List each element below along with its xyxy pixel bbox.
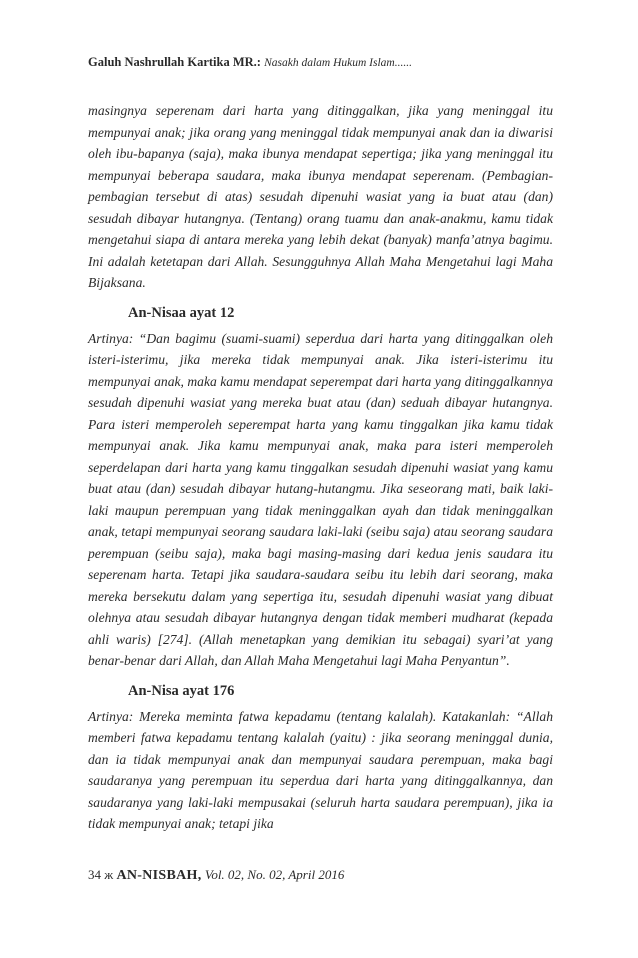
page-body [88,100,553,835]
journal-name: AN-NISBAH, [116,868,202,883]
header-author: Galuh Nashrullah Kartika MR.: [88,55,261,69]
section-paragraph-an-nisaa-12: Artinya: “Dan bagimu (suami-suami) seperdua dari harta yang ditinggalkan oleh isteri-isterimu, jika mereka tidak mempunyai anak. Jika isteri-isterimu itu mempunyai anak, maka kamu mendapat seperempat dari harta yang ditinggalkannya sesudah dipenuhi wasiat yang mereka buat atau (dan) seduah dibayar hutangnya. Para isteri memperoleh seperempat harta yang kamu tinggalkan jika kamu tidak mempunyai anak. Jika kamu mempunyai anak, maka para isteri memperoleh seperdelapan dari harta yang kamu tinggalkan sesudah dipenuhi wasiat yang kamu buat atau (dan) sesudah dibayar hutang-hutangmu. Jika seseorang mati, baik laki-laki maupun perempuan yang tidak meninggalkan ayah dan tidak meninggalkan anak, tetapi mempunyai seorang saudara laki-laki (seibu saja) atau seorang saudara perempuan (seibu saja), maka bagi masing-masing dari kedua jenis saudara itu seperenam harta. Tetapi jika saudara-saudara seibu itu lebih dari seorang, maka mereka bersekutu dalam yang sepertiga itu, sesudah dipenuhi wasiat yang dibuat olehnya atau sesudah dibayar hutangnya dengan tidak memberi mudharat (kepada ahli waris) [274]. (Allah menetapkan yang demikian itu sebagai) syari’at yang benar-benar dari Allah, dan Allah Maha Mengetahui lagi Maha Penyantun”. [88,330,553,668]
running-footer [88,867,568,884]
running-header [88,55,568,70]
section-heading-an-nisa-176: An-Nisa ayat 176 [128,682,235,699]
journal-volume: Vol. 02, No. 02, April 2016 [204,867,345,882]
section-paragraph-an-nisa-176: Artinya: Mereka meminta fatwa kepadamu (tentang kalalah). Katakanlah: “Allah memberi fatwa kepadamu tentang kalalah (yaitu) : jika seorang meninggal dunia, dan ia tidak mempunyai anak dan mempunyai saudara perempuan, maka bagi saudaranya yang perempuan itu seperdua dari harta yang ditinggalkannya, dan saudaranya yang laki-laki mempusakai (seluruh harta saudara perempuan), jika ia tidak mempunyai anak; tetapi jika [88,708,553,831]
intro-paragraph: masingnya seperenam dari harta yang ditinggalkan, jika yang meninggal itu mempunyai anak; jika orang yang meninggal tidak mempunyai anak dan ia diwarisi oleh ibu-bapanya (saja), maka ibunya mendapat sepertiga; jika yang meninggal itu mempunyai beberapa saudara, maka ibunya mendapat seperenam. (Pembagian-pembagian tersebut di atas) sesudah dipenuhi wasiat yang ia buat atau (dan) sesudah dibayar hutangnya. (Tentang) orang tuamu dan anak-anakmu, kamu tidak mengetahui siapa di antara mereka yang lebih dekat (banyak) manfa’atnya bagimu. Ini adalah ketetapan dari Allah. Sesungguhnya Allah Maha Mengetahui lagi Maha Bijaksana. [88,103,553,290]
footer-separator: ж [104,867,114,882]
header-article-title: Nasakh dalam Hukum Islam...... [264,57,412,69]
page-number: 34 [88,867,101,882]
section-heading-an-nisaa-12: An-Nisaa ayat 12 [128,304,235,321]
